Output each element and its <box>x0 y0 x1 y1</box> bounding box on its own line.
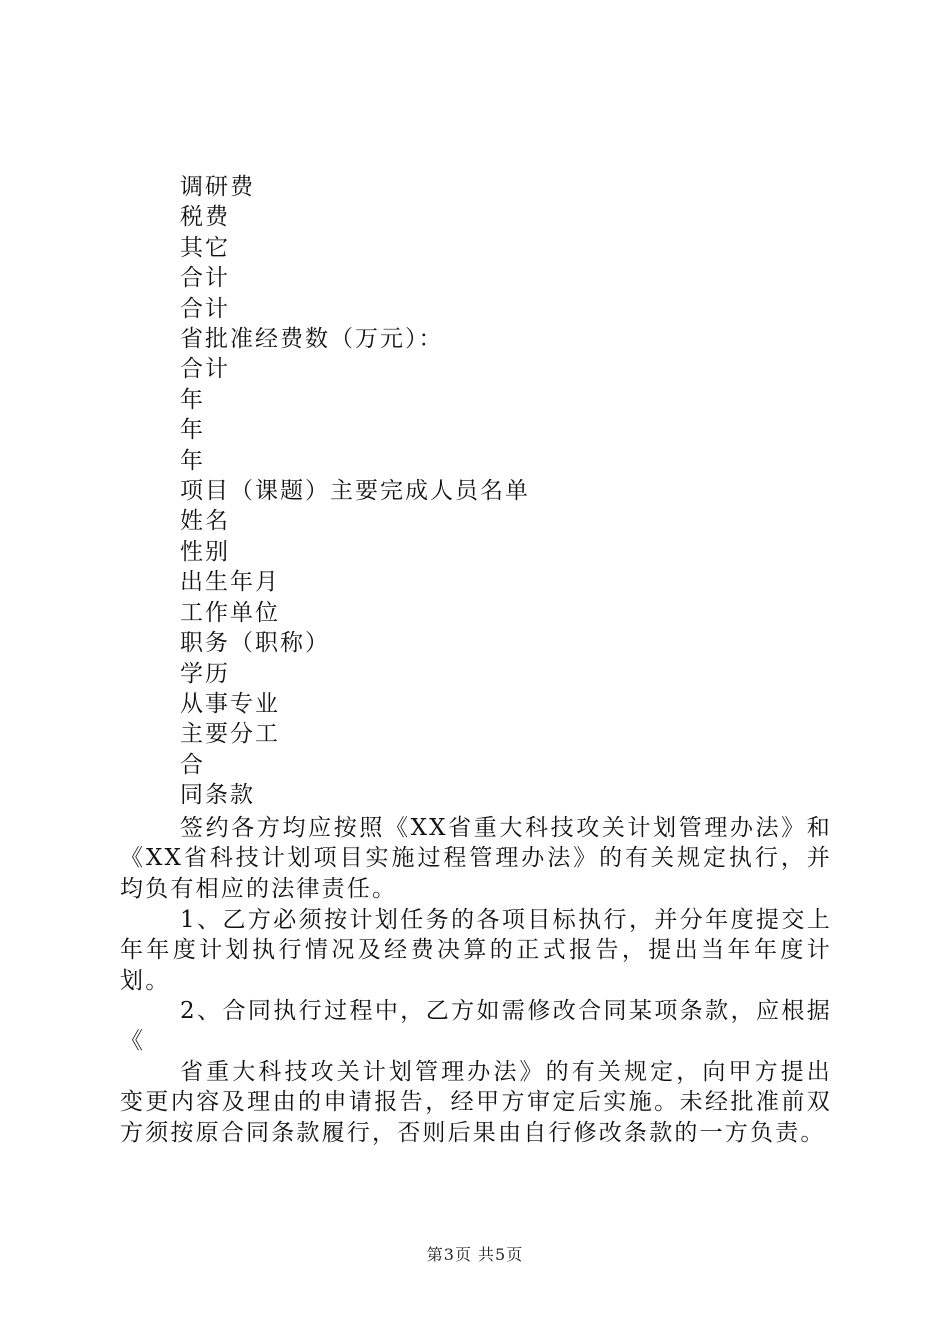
page-number-footer: 第3页 共5页 <box>426 1245 524 1264</box>
list-line: 同条款 <box>180 782 255 809</box>
list-line: 性别 <box>180 538 230 565</box>
paragraph-clause-1: 1、乙方必须按计划任务的各项目标执行，并分年度提交上年年度计划执行情况及经费决算的正式报告，提出当年年度计划。 <box>120 907 832 994</box>
list-line: 年 <box>180 386 205 413</box>
list-line: 省批准经费数（万元）： <box>180 326 444 353</box>
list-line: 年 <box>180 417 205 444</box>
paragraph-clause-2: 2、合同执行过程中，乙方如需修改合同某项条款，应根据《 <box>120 998 832 1055</box>
list-line: 合 <box>180 751 205 778</box>
list-line: 从事专业 <box>180 690 280 717</box>
list-line: 税费 <box>180 204 230 231</box>
list-line: 工作单位 <box>180 599 280 626</box>
list-line: 其它 <box>180 234 230 261</box>
list-line: 职务（职称） <box>180 630 330 657</box>
list-line: 学历 <box>180 660 230 687</box>
list-line: 合计 <box>180 356 230 383</box>
list-block <box>180 172 832 811</box>
list-line: 年 <box>180 447 205 474</box>
list-line: 合计 <box>180 265 230 292</box>
list-line: 姓名 <box>180 508 230 535</box>
list-line: 合计 <box>180 295 230 322</box>
list-line: 主要分工 <box>180 721 280 748</box>
list-line: 出生年月 <box>180 569 280 596</box>
list-line: 调研费 <box>180 174 255 200</box>
paragraph-obligations: 签约各方均应按照《XX省重大科技攻关计划管理办法》和《XX省科技计划项目实施过程管理办法》的有关规定执行，并均负有相应的法律责任。 <box>120 815 832 902</box>
list-line: 项目（课题）主要完成人员名单 <box>180 478 530 505</box>
paragraph-clause-2-continued: 省重大科技攻关计划管理办法》的有关规定，向甲方提出变更内容及理由的申请报告，经甲方审定后实施。未经批准前双方须按原合同条款履行，否则后果由自行修改条款的一方负责。 <box>120 1059 832 1146</box>
